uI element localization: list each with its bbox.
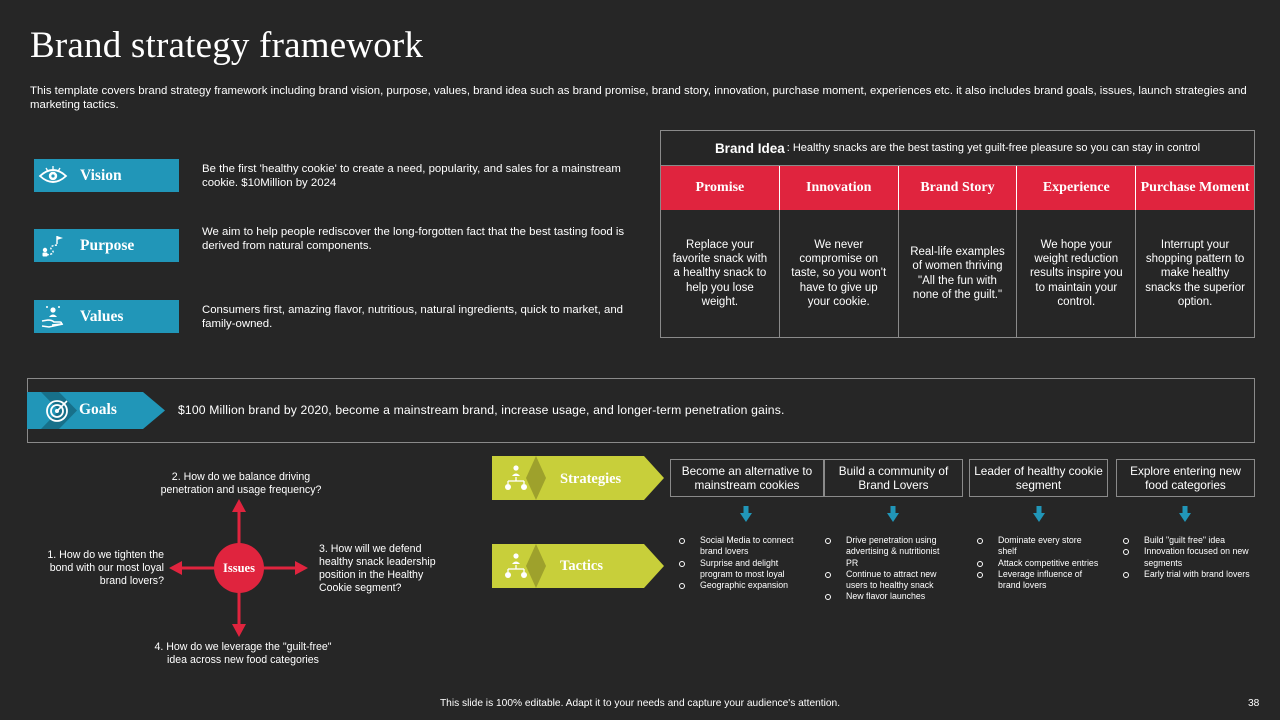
tactics-list-1: [679, 535, 804, 591]
tactic-item: Geographic expansion: [679, 580, 804, 591]
values-pill: [34, 300, 179, 333]
cell-innovation: We never compromise on taste, so you won't have to give up your cookie.: [780, 210, 899, 337]
issue-question-4: 4. How do we leverage the "guilt-free" idea across new food categories: [154, 641, 332, 666]
tactics-list-4: [1123, 535, 1251, 580]
issue-question-3: 3. How will we defend healthy snack leadership position in the Healthy Cookie segment?: [319, 543, 436, 594]
cell-promise: Replace your favorite snack with a healthy snack to help you lose weight.: [661, 210, 780, 337]
values-text: Consumers first, amazing flavor, nutritious, natural ingredients, quick to market, and family-owned.: [202, 304, 624, 330]
tactics-network-icon: [503, 552, 529, 585]
tactics-list-3: [977, 535, 1099, 591]
intro-text: This template covers brand strategy framework including brand vision, purpose, values, brand idea such as brand promise, brand story, innovation, purchase moment, experiences etc. it also includes brand goals, issues, launch strategies and marketing tactics.: [30, 85, 1247, 111]
tactics-label: Tactics: [560, 558, 603, 574]
tactics-list-2: [825, 535, 953, 603]
purpose-label: Purpose: [80, 236, 135, 254]
tactic-item: Innovation focused on new segments: [1123, 546, 1251, 569]
purpose-text: We aim to help people rediscover the long-forgotten fact that the best tasting food is derived from natural components.: [202, 226, 625, 252]
header-brand-story: Brand Story: [899, 166, 1018, 210]
strategy-box-1: Become an alternative to mainstream cookies: [670, 459, 824, 497]
strategy-box-4: Explore entering new food categories: [1116, 459, 1255, 497]
strategy-box-2: Build a community of Brand Lovers: [824, 459, 963, 497]
vision-text: Be the first 'healthy cookie' to create a need, popularity, and sales for a mainstream cookie. $10Million by 2024: [202, 163, 621, 189]
tactic-item: New flavor launches: [825, 591, 953, 602]
purpose-pill: [34, 229, 179, 262]
hand-people-icon: [34, 300, 72, 333]
vision-pill: [34, 159, 179, 192]
brand-idea-cells: [661, 210, 1254, 337]
tactic-item: Leverage influence of brand lovers: [977, 569, 1099, 592]
vision-label: Vision: [80, 166, 122, 184]
tactic-item: Surprise and delight program to most loyal: [679, 558, 804, 581]
down-arrow-icon: [1179, 506, 1191, 522]
issues-label: Issues: [223, 561, 255, 575]
brand-idea-label: Brand Idea: [714, 140, 785, 156]
strategy-box-3: Leader of healthy cookie segment: [969, 459, 1108, 497]
brand-idea-text: : Healthy snacks are the best tasting yet guilt-free pleasure so you can stay in control: [786, 142, 1201, 154]
issue-question-2: 2. How do we balance driving penetration and usage frequency?: [160, 471, 322, 496]
goals-text: $100 Million brand by 2020, become a mainstream brand, increase usage, and longer-term penetration gains.: [178, 403, 785, 417]
header-promise: Promise: [661, 166, 780, 210]
tactic-item: Drive penetration using advertising & nutritionist PR: [825, 535, 953, 569]
tactic-item: Social Media to connect brand lovers: [679, 535, 804, 558]
footer-note: This slide is 100% editable. Adapt it to your needs and capture your audience's attention.: [439, 698, 841, 709]
tactic-item: Build "guilt free" idea: [1123, 535, 1251, 546]
brand-idea-table: [660, 130, 1255, 338]
goals-label: Goals: [79, 401, 117, 418]
brand-idea-row: [661, 131, 1254, 166]
slide-title: Brand strategy framework: [30, 25, 424, 66]
brand-idea-headers: [661, 166, 1254, 210]
header-experience: Experience: [1017, 166, 1136, 210]
down-arrow-icon: [1033, 506, 1045, 522]
path-flag-icon: [34, 229, 72, 262]
values-label: Values: [80, 307, 124, 325]
tactic-item: Early trial with brand lovers: [1123, 569, 1251, 580]
strategies-label: Strategies: [560, 471, 622, 487]
tactic-item: Continue to attract new users to healthy snack: [825, 569, 953, 592]
issue-question-1: 1. How do we tighten the bond with our most loyal brand lovers?: [47, 549, 164, 587]
down-arrow-icon: [740, 506, 752, 522]
strategy-network-icon: [503, 464, 529, 497]
down-arrow-icon: [887, 506, 899, 522]
page-number: 38: [1248, 698, 1260, 709]
cell-brand-story: Real-life examples of women thriving "All the fun with none of the guilt.": [899, 210, 1018, 337]
header-innovation: Innovation: [780, 166, 899, 210]
cell-purchase-moment: Interrupt your shopping pattern to make healthy snacks the superior option.: [1145, 238, 1245, 308]
header-purchase-moment: Purchase Moment: [1140, 180, 1250, 195]
target-icon: [44, 398, 70, 429]
tactic-item: Attack competitive entries: [977, 558, 1099, 569]
eye-icon: [34, 159, 72, 192]
tactic-item: Dominate every store shelf: [977, 535, 1099, 558]
cell-experience: We hope your weight reduction results inspire you to maintain your control.: [1017, 210, 1136, 337]
